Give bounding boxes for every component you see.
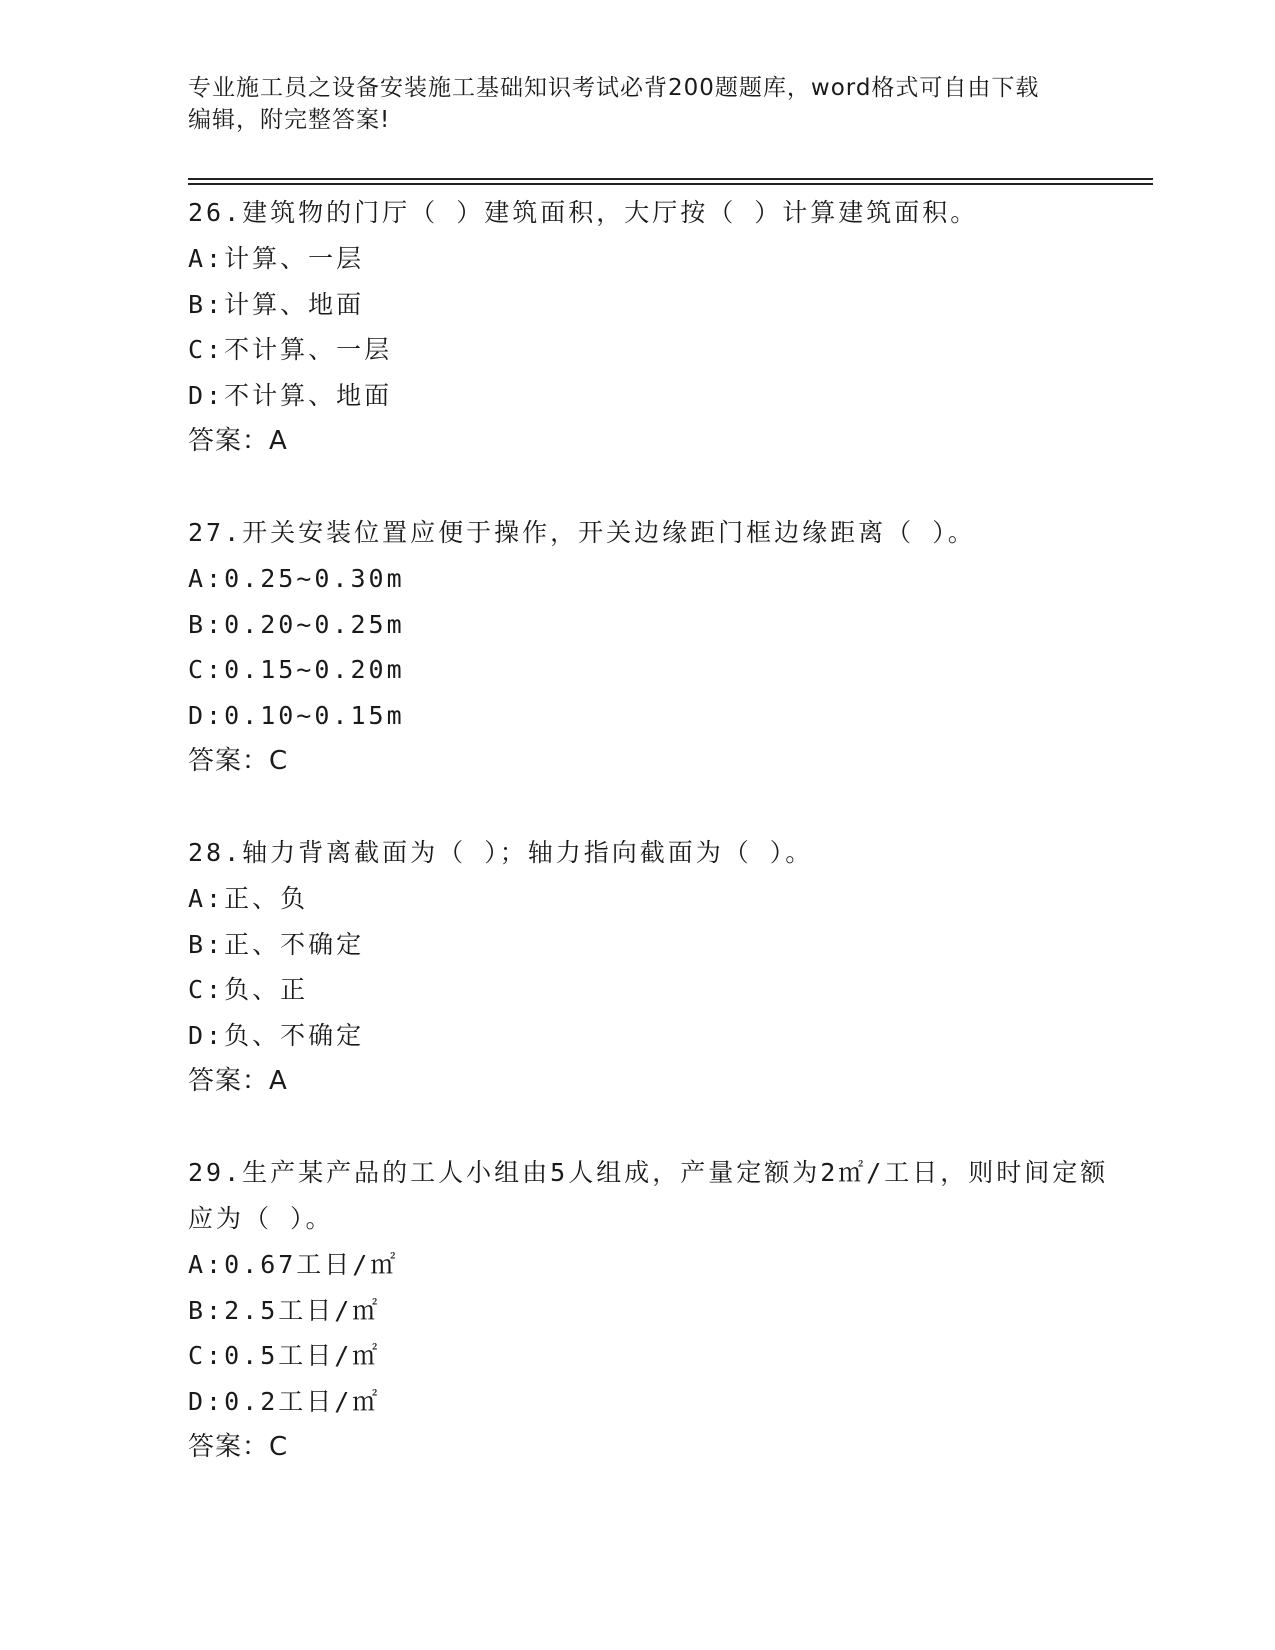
option-d: D:0.10~0.15m: [188, 700, 405, 730]
option-c: C:不计算、一层: [188, 335, 393, 364]
option-d: D:0.2工日/㎡: [188, 1386, 381, 1416]
option-b: B:0.20~0.25m: [188, 609, 405, 639]
option-b: B:正、不确定: [188, 929, 365, 959]
question-stem: 27.开关安装位置应便于操作，开关边缘距门框边缘距离（ ）。: [188, 518, 976, 547]
question-list: [188, 190, 1128, 1516]
question-item: [188, 830, 1128, 1104]
option-a: A:0.67工日/㎡: [188, 1250, 399, 1279]
header-title-line-1: 专业施工员之设备安装施工基础知识考试必背200题题库，word格式可自由下载: [188, 75, 1040, 101]
question-stem: 29.生产某产品的工人小组由5人组成，产量定额为2㎡/工日，则时间定额应为（ ）。: [188, 1158, 1109, 1233]
question-item: [188, 190, 1128, 464]
option-d: D:负、不确定: [188, 1020, 365, 1050]
answer-text: 答案：A: [188, 1066, 288, 1096]
option-b: B:2.5工日/㎡: [188, 1295, 381, 1325]
answer-text: 答案：C: [188, 1432, 289, 1462]
option-d: D:不计算、地面: [188, 380, 393, 410]
document-header: [188, 72, 1088, 136]
header-title-line-2: 编辑，附完整答案!: [188, 107, 391, 133]
question-item: [188, 1150, 1128, 1470]
answer-text: 答案：C: [188, 746, 289, 776]
question-stem: 28.轴力背离截面为（ ）；轴力指向截面为（ ）。: [188, 838, 814, 867]
option-a: A:0.25~0.30m: [188, 564, 405, 593]
option-a: A:计算、一层: [188, 244, 365, 273]
answer-text: 答案：A: [188, 426, 288, 456]
option-c: C:负、正: [188, 975, 309, 1004]
header-divider-bottom: [188, 183, 1153, 185]
question-stem: 26.建筑物的门厅（ ）建筑面积，大厅按（ ）计算建筑面积。: [188, 198, 979, 227]
question-item: [188, 510, 1128, 784]
option-c: C:0.5工日/㎡: [188, 1341, 381, 1370]
header-divider-top: [188, 178, 1153, 180]
option-c: C:0.15~0.20m: [188, 655, 405, 684]
option-b: B:计算、地面: [188, 289, 365, 319]
option-a: A:正、负: [188, 884, 309, 913]
